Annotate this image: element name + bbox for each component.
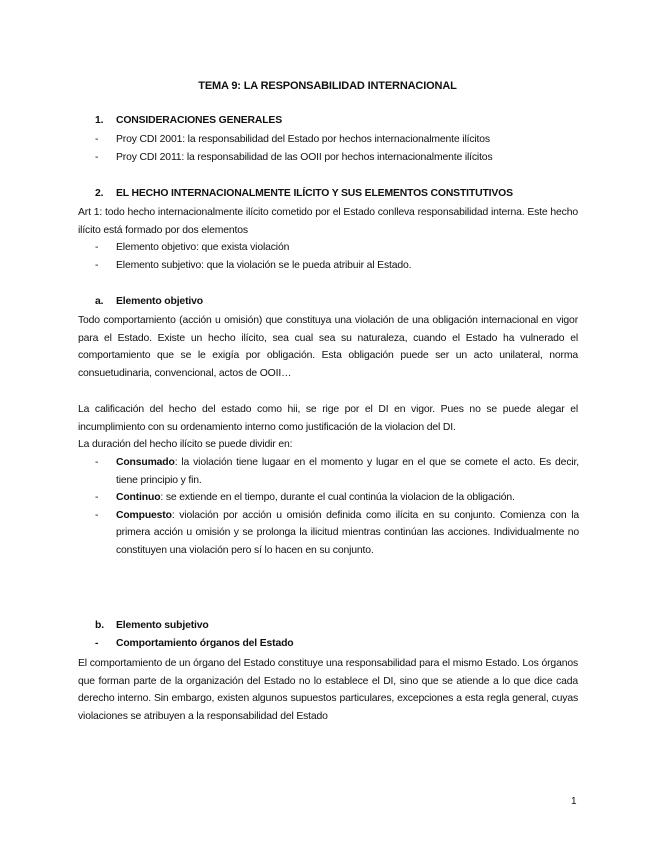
subsection-b-letter: b. [95,620,104,631]
list-item-text: Elemento subjetivo: que la violación se le pueda atribuir al Estado. [116,259,412,271]
list-item [95,131,579,149]
bullet-dash: - [95,259,99,271]
list-item [95,489,579,507]
bullet-dash: - [95,492,99,503]
list-item [95,257,579,275]
subsection-a-para-2 [78,401,578,454]
list-item-text: : se extiende en el tiempo, durante el cual continúa la violacion de la obligación. [160,492,515,503]
section-2-intro [78,204,578,239]
paragraph: Art 1: todo hecho internacionalmente ilícito cometido por el Estado conlleva responsabilidad interna. Este hecho ilícito está formado por dos elementos [78,207,578,236]
duration-list [95,454,579,559]
subsection-b-subtitle: Comportamiento órganos del Estado [116,638,294,649]
bullet-dash: - [95,638,99,649]
document-title: TEMA 9: LA RESPONSABILIDAD INTERNACIONAL [198,80,457,92]
bullet-dash: - [95,134,99,145]
list-item [95,149,579,167]
paragraph: La calificación del hecho del estado como hii, se rige por el DI en vigor. Pues no se puede alegar el incumplimiento con su ordenamiento interno como justificación de la violacion del DI. [78,404,578,433]
section-2-heading [95,187,513,201]
list-item-term: Consumado [116,457,175,468]
list-item-term: Compuesto [116,509,172,521]
paragraph: La duración del hecho ilícito se puede dividir en: [78,439,293,450]
section-1-title: CONSIDERACIONES GENERALES [116,115,282,126]
list-item [95,454,579,489]
list-item-text: : la violación tiene lugaar en el momento y lugar en el que se comete el acto. Es decir, tiene principio y fin. [116,457,579,486]
list-item-term: Continuo [116,492,161,503]
subsection-b-heading [95,619,209,633]
list-item-text: Proy CDI 2011: la responsabilidad de las OOII por hechos internacionalmente ilícitos [116,151,493,163]
subsection-a-para-1 [78,312,578,382]
list-item-text: Proy CDI 2001: la responsabilidad del Estado por hechos internacionalmente ilícitos [116,134,490,145]
section-1-list [95,131,579,166]
subsection-b-subheading [95,637,293,651]
subsection-a-heading [95,295,203,309]
list-item-text: : violación por acción u omisión definida como ilícita en su conjunto. Comienza con la primera acción u omisión y se prolonga la ilicitud mientras continúan las acciones. Individualmente no constituyen una violación pero sí lo hacen en su conjunto. [116,509,579,556]
section-1-number: 1. [95,115,104,126]
paragraph: Todo comportamiento (acción u omisión) que constituya una violación de una obligación internacional en vigor para el Estado. Existe un hecho ilícito, sea cual sea su naturaleza, cuando el Estado ha vulnerado el comportamiento que se le exigía por obligación. Esta obligación puede ser un acto unilateral, norma consuetudinaria, convencional, actos de OOII… [78,315,578,379]
page-number: 1 [571,796,577,807]
section-2-list [95,239,579,274]
bullet-dash: - [95,509,99,521]
section-1-heading [95,114,282,128]
list-item [95,239,579,257]
subsection-b-title: Elemento subjetivo [116,620,209,631]
bullet-dash: - [95,457,99,468]
section-2-number: 2. [95,188,104,199]
paragraph: El comportamiento de un órgano del Estado constituye una responsabilidad para el mismo Estado. Los órganos que forman parte de la organización del Estado no lo establece el DI, sino que se atiende a lo que dice cada derecho interno. Sin embargo, existen algunos supuestos particulares, excepciones a esta regla general, cuyas violaciones se atribuyen a la responsabilidad del Estado [78,658,578,722]
subsection-a-title: Elemento objetivo [116,296,203,307]
section-2-title: EL HECHO INTERNACIONALMENTE ILÍCITO Y SUS ELEMENTOS CONSTITUTIVOS [116,188,513,199]
subsection-b-para-1 [78,655,578,725]
list-item [95,507,579,560]
bullet-dash: - [95,151,99,163]
list-item-text: Elemento objetivo: que exista violación [116,242,290,253]
subsection-a-letter: a. [95,296,104,307]
bullet-dash: - [95,242,99,253]
